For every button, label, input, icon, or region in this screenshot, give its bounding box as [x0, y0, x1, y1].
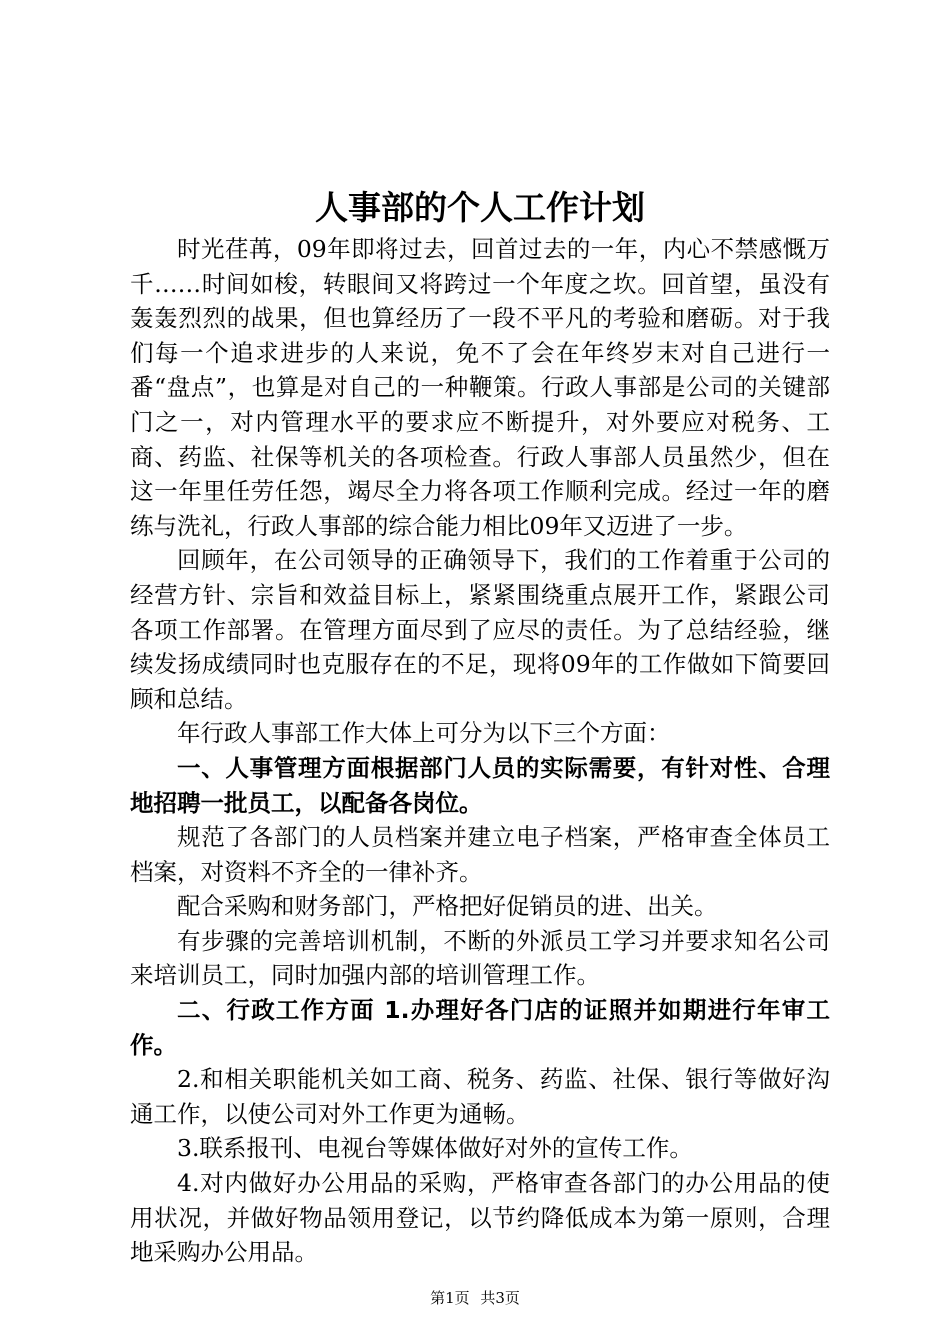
page-total: 共3页	[480, 1289, 520, 1307]
paragraph-hr-training: 有步骤的完善培训机制，不断的外派员工学习并要求知名公司来培训员工，同时加强内部的培训管理工作。	[130, 926, 830, 990]
paragraph-hr-promoters: 配合采购和财务部门，严格把好促销员的进、出关。	[177, 892, 718, 921]
document-title: 人事部的个人工作计划	[315, 188, 645, 227]
paragraph-overview: 年行政人事部工作大体上可分为以下三个方面：	[177, 719, 671, 748]
paragraph-review: 回顾年，在公司领导的正确领导下，我们的工作着重于公司的经营方针、宗旨和效益目标上，紧紧围绕重点展开工作，紧跟公司各项工作部署。在管理方面尽到了应尽的责任。为了总结经验，继续发扬成绩同时也克服存在的不足，现将09年的工作做如下简要回顾和总结。	[130, 546, 830, 713]
paragraph-admin-3: 3.联系报刊、电视台等媒体做好对外的宣传工作。	[177, 1134, 693, 1163]
section-heading-admin: 二、行政工作方面 1.办理好各门店的证照并如期进行年审工作。	[130, 996, 830, 1059]
paragraph-admin-2: 2.和相关职能机关如工商、税务、药监、社保、银行等做好沟通工作，以使公司对外工作更为通畅。	[130, 1065, 830, 1128]
paragraph-hr-archives: 规范了各部门的人员档案并建立电子档案，严格审查全体员工档案，对资料不齐全的一律补齐。	[130, 823, 830, 886]
document-body	[130, 232, 830, 1270]
section-heading-hr: 一、人事管理方面根据部门人员的实际需要，有针对性、合理地招聘一批员工，以配备各岗位。	[130, 753, 830, 817]
paragraph-admin-4: 4.对内做好办公用品的采购，严格审查各部门的办公用品的使用状况，并做好物品领用登记，以节约降低成本为第一原则，合理地采购办公用品。	[130, 1169, 830, 1267]
page-number: 第1页	[430, 1289, 470, 1307]
paragraph-intro: 时光荏苒，09年即将过去，回首过去的一年，内心不禁感慨万千……时间如梭，转眼间又将跨过一个年度之坎。回首望，虽没有轰轰烈烈的战果，但也算经历了一段不平凡的考验和磨砺。对于我们每一个追求进步的人来说，免不了会在年终岁末对自己进行一番“盘点”，也算是对自己的一种鞭策。行政人事部是公司的关键部门之一，对内管理水平的要求应不断提升，对外要应对税务、工商、药监、社保等机关的各项检查。行政人事部人员虽然少，但在这一年里任劳任怨，竭尽全力将各项工作顺利完成。经过一年的磨练与洗礼，行政人事部的综合能力相比09年又迈进了一步。	[130, 235, 830, 540]
page-footer	[0, 1288, 950, 1308]
